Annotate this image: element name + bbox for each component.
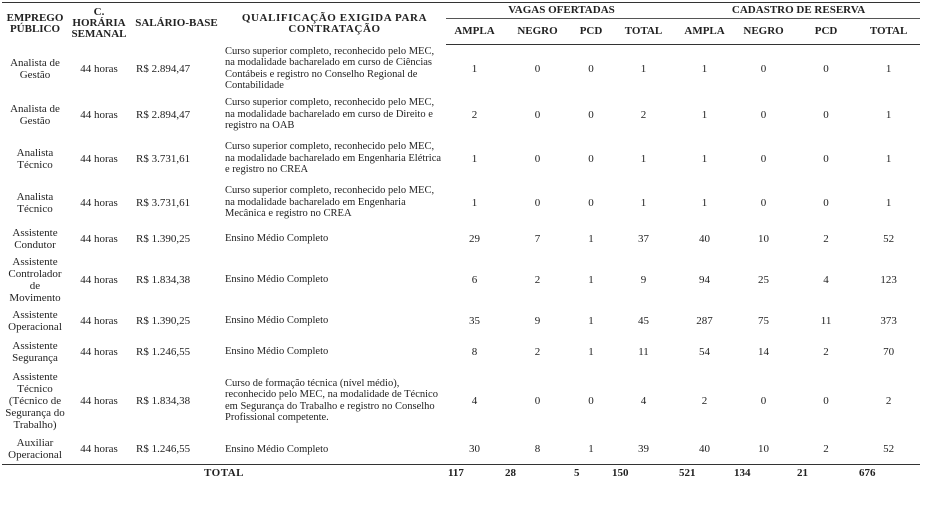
vagas-cell: 2 [471, 108, 478, 121]
reserva-cell: 0 [823, 152, 829, 165]
emprego-cell: Analista Técnico [16, 146, 54, 171]
table-row [2, 45, 920, 93]
vagas-cell: 0 [534, 152, 541, 165]
vagas-cell: 1 [588, 315, 594, 327]
reserva-cell: 287 [696, 315, 713, 327]
table-row [2, 181, 920, 225]
reserva-cell: 52 [883, 443, 895, 456]
salario-cell: R$ 3.731,61 [136, 152, 191, 165]
reserva-cell: 0 [823, 108, 829, 121]
reserva-cell: 10 [758, 233, 770, 245]
carga-cell: 44 horas [80, 443, 118, 456]
sub-header: NEGRO [503, 19, 572, 45]
vagas-cell: 37 [638, 233, 650, 245]
vagas-cell: 1 [640, 196, 647, 209]
vagas-cell: 0 [534, 196, 541, 209]
emprego-cell: Assistente Segurança [12, 339, 58, 364]
table-body [2, 45, 920, 465]
reserva-cell: 1 [701, 152, 708, 165]
vagas-cell: 1 [471, 152, 478, 165]
vagas-cell: 1 [471, 196, 478, 209]
qualificacao-cell: Curso de formação técnica (nível médio), reconhecido pelo MEC, na modalidade de Técnico em Segurança do Trabalho e registro no Conselho Profissional competente. [225, 377, 438, 423]
vagas-cell: 9 [640, 273, 647, 286]
qualificacao-cell: Ensino Médio Completo [225, 443, 329, 455]
emprego-cell: Assistente Condutor [12, 227, 58, 251]
sub-header: AMPLA [677, 19, 732, 45]
salario-cell: R$ 1.834,38 [136, 394, 191, 407]
vagas-cell: 4 [471, 394, 478, 407]
reserva-cell: 52 [883, 233, 895, 245]
reserva-cell: 0 [760, 196, 767, 209]
vagas-cell: 7 [534, 233, 541, 245]
total-cell: 150 [610, 465, 677, 481]
reserva-cell: 70 [883, 345, 895, 358]
table-row [2, 306, 920, 337]
emprego-cell: Analista de Gestão [10, 56, 60, 81]
total-cell: 117 [446, 465, 503, 481]
table-row [2, 337, 920, 367]
table-row [2, 435, 920, 465]
qualificacao-cell: Curso superior completo, reconhecido pelo MEC, na modalidade bacharelado em curso de Ciências Contábeis e registro no Conselho Regional de Contabilidade [225, 45, 435, 91]
sub-header: TOTAL [857, 19, 920, 45]
col-carga-header: C. HORÁRIA SEMANAL [68, 3, 130, 45]
salario-cell: R$ 3.731,61 [136, 196, 191, 209]
qualificacao-cell: Curso superior completo, reconhecido pelo MEC, na modalidade bacharelado em Engenharia Mecânica e registro no CREA [225, 185, 435, 220]
sub-header: PCD [572, 19, 610, 45]
col-emprego-header: EMPREGO PÚBLICO [2, 3, 68, 45]
carga-cell: 44 horas [80, 233, 118, 245]
reserva-cell: 11 [820, 315, 832, 327]
reserva-cell: 1 [701, 108, 708, 121]
total-cell: 521 [677, 465, 732, 481]
emprego-cell: Assistente Controlador de Movimento [8, 255, 62, 304]
reserva-cell: 0 [823, 196, 829, 209]
reserva-cell: 2 [701, 394, 708, 407]
vagas-cell: 45 [638, 315, 650, 327]
vagas-cell: 0 [534, 62, 541, 75]
table-row [2, 93, 920, 137]
vagas-cell: 1 [588, 443, 594, 456]
reserva-cell: 0 [823, 394, 829, 407]
vagas-group-header: VAGAS OFERTADAS [446, 3, 677, 19]
table-row [2, 367, 920, 435]
vagas-cell: 6 [471, 273, 478, 286]
vagas-cell: 30 [469, 443, 480, 456]
reserva-cell: 40 [699, 233, 711, 245]
reserva-cell: 14 [758, 345, 770, 358]
vagas-cell: 39 [638, 443, 650, 456]
reserva-cell: 2 [885, 394, 892, 407]
vacancies-table [2, 2, 920, 480]
total-row [2, 465, 920, 481]
salario-cell: R$ 1.390,25 [136, 233, 191, 245]
vagas-cell: 0 [534, 108, 541, 121]
qualificacao-cell: Curso superior completo, reconhecido pelo MEC, na modalidade bacharelado em Engenharia Elétrica e registro no CREA [225, 141, 442, 176]
reserva-cell: 25 [758, 273, 770, 286]
vagas-cell: 0 [588, 62, 594, 75]
vagas-cell: 1 [588, 345, 594, 358]
reserva-cell: 0 [760, 152, 767, 165]
qualificacao-cell: Ensino Médio Completo [225, 273, 329, 285]
vagas-cell: 2 [640, 108, 647, 121]
col-qualificacao-header: QUALIFICAÇÃO EXIGIDA PARA CONTRATAÇÃO [223, 3, 446, 45]
vagas-cell: 8 [534, 443, 541, 456]
vagas-cell: 0 [588, 108, 594, 121]
vagas-cell: 9 [534, 315, 541, 327]
salario-cell: R$ 1.834,38 [136, 273, 191, 286]
reserva-cell: 1 [885, 196, 892, 209]
carga-cell: 44 horas [80, 152, 118, 165]
qualificacao-cell: Ensino Médio Completo [225, 233, 329, 245]
vagas-cell: 8 [471, 345, 478, 358]
reserva-cell: 123 [880, 273, 897, 286]
reserva-cell: 54 [699, 345, 711, 358]
reserva-cell: 1 [701, 62, 708, 75]
sub-header: PCD [795, 19, 857, 45]
vagas-cell: 1 [471, 62, 478, 75]
emprego-cell: Analista Técnico [16, 190, 54, 215]
carga-cell: 44 horas [80, 196, 118, 209]
reserva-cell: 0 [760, 62, 767, 75]
emprego-cell: Assistente Operacional [8, 309, 62, 333]
vagas-cell: 35 [469, 315, 480, 327]
carga-cell: 44 horas [80, 62, 118, 75]
vagas-cell: 29 [469, 233, 480, 245]
table-row [2, 137, 920, 181]
total-label: TOTAL [2, 465, 446, 481]
reserva-cell: 4 [823, 273, 829, 286]
sub-header: AMPLA [446, 19, 503, 45]
carga-cell: 44 horas [80, 273, 118, 286]
carga-cell: 44 horas [80, 394, 118, 407]
vagas-cell: 1 [588, 233, 594, 245]
emprego-cell: Analista de Gestão [10, 102, 60, 127]
reserva-cell: 40 [699, 443, 711, 456]
reserva-cell: 10 [758, 443, 770, 456]
salario-cell: R$ 1.390,25 [136, 315, 191, 327]
vagas-cell: 0 [588, 152, 594, 165]
reserva-cell: 0 [760, 394, 767, 407]
reserva-cell: 1 [885, 108, 892, 121]
vagas-cell: 0 [588, 196, 594, 209]
total-cell: 21 [795, 465, 857, 481]
qualificacao-cell: Ensino Médio Completo [225, 345, 329, 357]
sub-header: NEGRO [732, 19, 795, 45]
reserva-cell: 75 [758, 315, 770, 327]
total-cell: 134 [732, 465, 795, 481]
carga-cell: 44 horas [80, 315, 118, 327]
vagas-cell: 11 [638, 345, 649, 358]
reserva-group-header: CADASTRO DE RESERVA [677, 3, 920, 19]
table-row [2, 225, 920, 254]
carga-cell: 44 horas [80, 345, 118, 358]
vagas-cell: 2 [534, 273, 541, 286]
reserva-cell: 2 [823, 233, 829, 245]
reserva-cell: 1 [701, 196, 708, 209]
vagas-cell: 0 [588, 394, 594, 407]
salario-cell: R$ 1.246,55 [136, 443, 191, 456]
col-salario-header: SALÁRIO-BASE [130, 3, 223, 45]
reserva-cell: 94 [699, 273, 711, 286]
vagas-cell: 2 [534, 345, 541, 358]
reserva-cell: 2 [823, 345, 829, 358]
salario-cell: R$ 2.894,47 [136, 108, 191, 121]
reserva-cell: 1 [885, 62, 892, 75]
reserva-cell: 2 [823, 443, 829, 456]
vagas-cell: 1 [588, 273, 594, 286]
vagas-cell: 0 [534, 394, 541, 407]
vagas-cell: 1 [640, 62, 647, 75]
vagas-cell: 1 [640, 152, 647, 165]
qualificacao-cell: Ensino Médio Completo [225, 315, 329, 327]
emprego-cell: Assistente Técnico (Técnico de Segurança do Trabalho) [5, 370, 65, 431]
total-cell: 5 [572, 465, 610, 481]
reserva-cell: 1 [885, 152, 892, 165]
vagas-cell: 4 [640, 394, 647, 407]
total-cell: 28 [503, 465, 572, 481]
emprego-cell: Auxiliar Operacional [8, 437, 62, 462]
sub-header: TOTAL [610, 19, 677, 45]
total-cell: 676 [857, 465, 920, 481]
reserva-cell: 0 [823, 62, 829, 75]
table-row [2, 254, 920, 306]
salario-cell: R$ 1.246,55 [136, 345, 191, 358]
reserva-cell: 373 [880, 315, 897, 327]
salario-cell: R$ 2.894,47 [136, 62, 191, 75]
qualificacao-cell: Curso superior completo, reconhecido pelo MEC, na modalidade bacharelado em curso de Direito e registro na OAB [225, 97, 435, 132]
reserva-cell: 0 [760, 108, 767, 121]
carga-cell: 44 horas [80, 108, 118, 121]
